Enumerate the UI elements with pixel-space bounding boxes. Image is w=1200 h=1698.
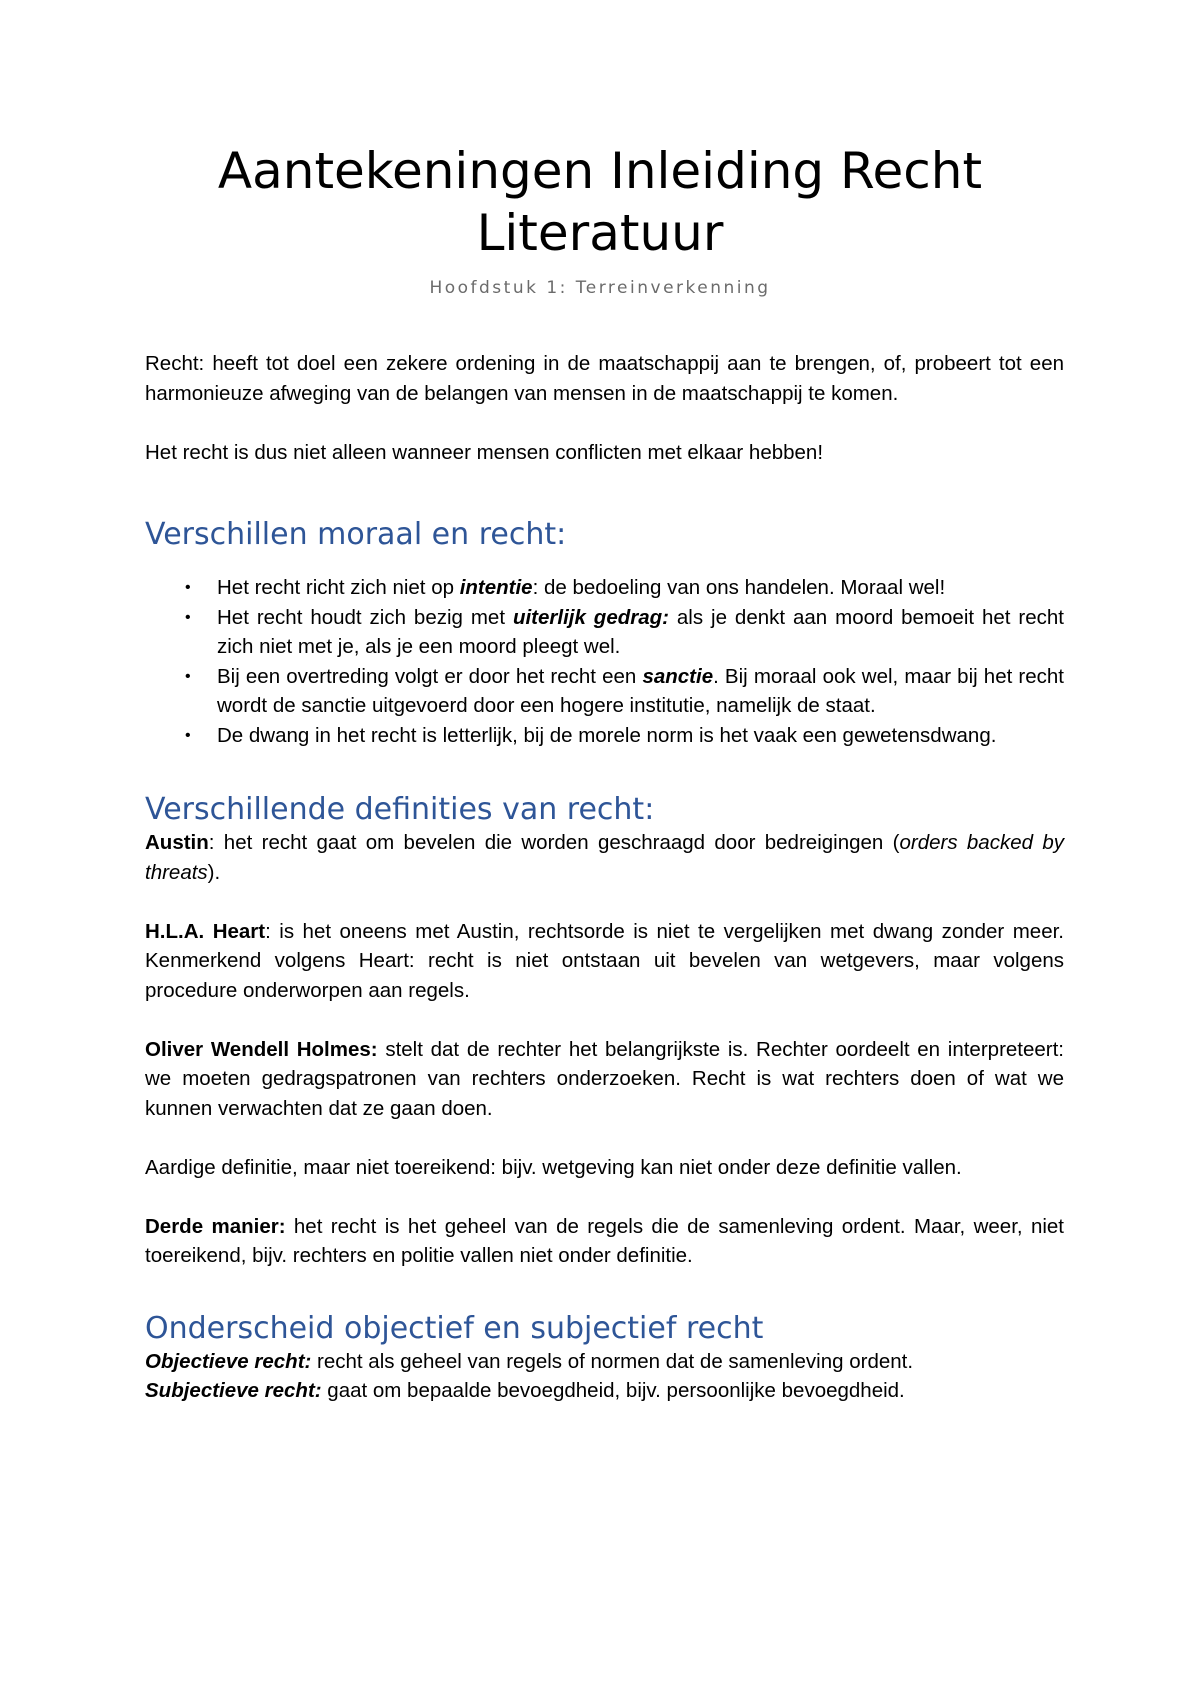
intro-paragraph-2: Het recht is dus niet alleen wanneer mensen conflicten met elkaar hebben! [145, 440, 824, 464]
document-subtitle: Hoofdstuk 1: Terreinverkenning [429, 278, 771, 298]
moraal-recht-list [145, 573, 1064, 750]
definition-heart: H.L.A. Heart: is het oneens met Austin, rechtsorde is niet te vergelijken met dwang zonder meer. Kenmerkend volgens Heart: recht is niet ontstaan uit bevelen van wetgevers, maar volgens procedure onderworpen aan regels. [145, 919, 1065, 1002]
list-item: • Het recht houdt zich bezig met uiterlijk gedrag: als je denkt aan moord bemoeit het recht zich niet met je, als je een moord pleegt wel. [145, 603, 1064, 662]
bullet-icon: • [185, 579, 191, 596]
definition-holmes: Oliver Wendell Holmes: stelt dat de rechter het belangrijkste is. Rechter oordeelt en interpreteert: we moeten gedragspatronen van rechters onderzoeken. Recht is wat rechters doen of wat we kunnen verwachten dat ze gaan doen. [145, 1037, 1065, 1120]
subjectief-recht: Subjectieve recht: gaat om bepaalde bevoegdheid, bijv. persoonlijke bevoegdheid. [145, 1379, 905, 1402]
document-title [0, 140, 1200, 264]
objectief-recht: Objectieve recht: recht als geheel van regels of normen dat de samenleving ordent. [145, 1349, 914, 1373]
list-item: • De dwang in het recht is letterlijk, bij de morele norm is het vaak een gewetensdwang. [145, 721, 1064, 751]
title-line-1: Aantekeningen Inleiding Recht [217, 142, 983, 200]
definition-remark: Aardige definitie, maar niet toereikend: bijv. wetgeving kan niet onder deze definitie vallen. [145, 1155, 962, 1179]
list-item: • Het recht richt zich niet op intentie: de bedoeling van ons handelen. Moraal wel! [145, 573, 1064, 603]
definition-derde-manier: Derde manier: het recht is het geheel van de regels die de samenleving ordent. Maar, weer, niet toereikend, bijv. rechters en politie vallen niet onder definitie. [145, 1214, 1065, 1267]
section-heading-definities: Verschillende definities van recht: [145, 792, 655, 827]
bullet-icon: • [185, 667, 191, 685]
list-item: • Bij een overtreding volgt er door het recht een sanctie. Bij moraal ook wel, maar bij het recht wordt de sanctie uitgevoerd door een hogere institutie, namelijk de staat. [145, 662, 1064, 721]
section-heading-objectief-subjectief: Onderscheid objectief en subjectief recht [145, 1310, 764, 1346]
document-body [145, 349, 1064, 1406]
definition-austin: Austin: het recht gaat om bevelen die worden geschraagd door bedreigingen (orders backed by threats). [145, 831, 1064, 884]
intro-paragraph: Recht: heeft tot doel een zekere ordening in de maatschappij aan te brengen, of, probeert tot een harmonieuze afweging van de belangen van mensen in de maatschappij te komen. [145, 352, 1064, 405]
section-heading-moraal-recht: Verschillen moraal en recht: [145, 517, 567, 552]
title-line-2: Literatuur [476, 204, 724, 262]
bullet-icon: • [185, 726, 191, 744]
bullet-icon: • [185, 608, 191, 626]
